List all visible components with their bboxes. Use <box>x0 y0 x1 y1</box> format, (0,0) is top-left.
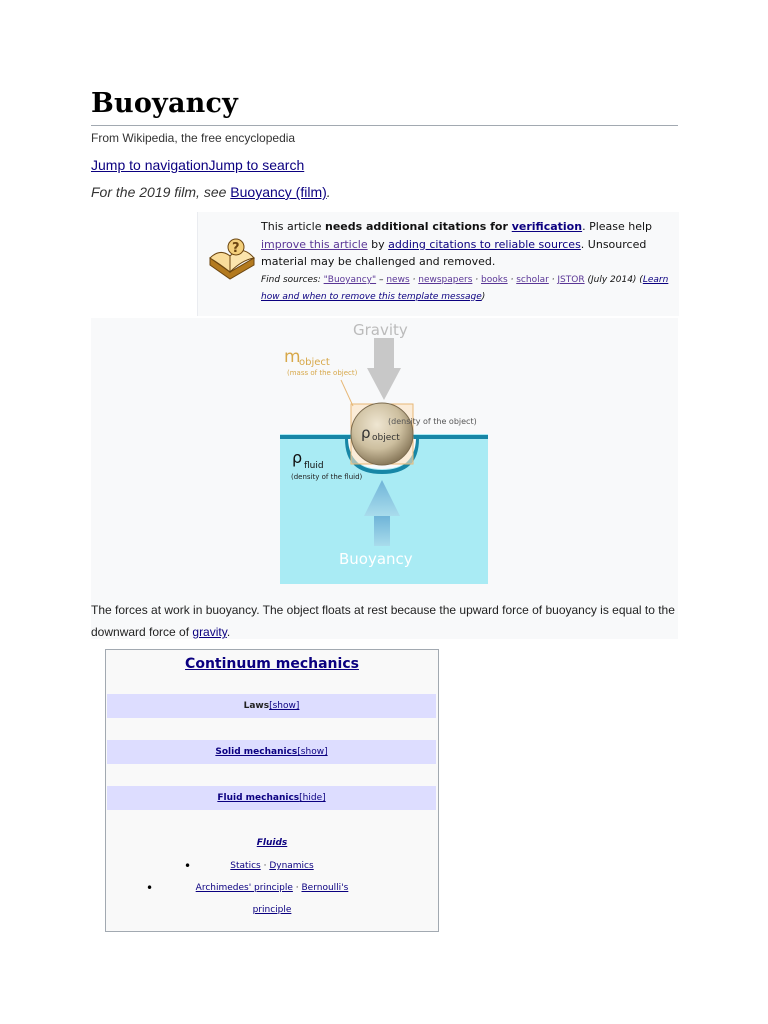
object-rho-subscript: object <box>372 433 400 443</box>
fluids-link[interactable]: Fluids <box>256 838 288 848</box>
gravity-link[interactable]: gravity <box>192 625 227 639</box>
hatnote-suffix: . <box>326 184 331 200</box>
caption-end: . <box>226 625 231 639</box>
statics-link[interactable]: Statics <box>230 861 261 871</box>
list-bullet: • <box>184 859 192 873</box>
book-question-icon <box>206 238 258 282</box>
fluid-hide-toggle[interactable]: [hide] <box>299 793 326 803</box>
source-separator: · <box>507 275 517 285</box>
continuum-mechanics-link[interactable]: Continuum mechanics <box>185 656 359 672</box>
find-sources-dash: – <box>376 275 387 285</box>
jump-to-navigation-link[interactable]: Jump to navigation <box>91 157 209 173</box>
caption-text: The forces at work in buoyancy. The object floats at rest because the upward force of buoyancy is equal to the downward force of <box>91 603 675 639</box>
adding-citations-link[interactable]: adding citations to reliable sources <box>388 237 581 251</box>
archimedes-bernoulli-item <box>106 883 438 893</box>
source-news-link[interactable]: news <box>386 275 410 285</box>
fluid-density-note: (density of the fluid) <box>291 473 363 481</box>
notice-text-3: . Please help <box>582 220 653 233</box>
mass-note: (mass of the object) <box>287 369 358 377</box>
archimedes-principle-link[interactable]: Archimedes' principle <box>195 883 293 893</box>
notice-text-1: This article <box>261 220 325 233</box>
figure-caption <box>91 599 678 643</box>
notice-date: (July 2014) ( <box>584 275 643 285</box>
source-query-link[interactable]: "Buoyancy" <box>323 275 377 285</box>
notice-text-5: . Unsourced material may be challenged and removed. <box>261 237 647 268</box>
item-separator: · <box>292 883 302 893</box>
navbox-laws-header <box>107 694 436 718</box>
navbox-fluid-header <box>107 786 436 810</box>
statics-dynamics-item <box>106 861 438 871</box>
fluid-rho-symbol: ρ <box>292 448 303 467</box>
object-rho-symbol: ρ <box>361 424 371 442</box>
fluids-subheading <box>106 838 438 848</box>
improve-article-link[interactable]: improve this article <box>261 237 368 251</box>
gravity-label: Gravity <box>353 321 408 339</box>
source-scholar-link[interactable]: scholar <box>516 275 549 285</box>
solid-mechanics-link[interactable]: Solid mechanics <box>215 747 298 757</box>
laws-show-toggle[interactable]: [show] <box>269 701 300 711</box>
object-density-note: (density of the object) <box>388 417 477 426</box>
find-sources-line <box>261 272 669 305</box>
notice-close-paren: ) <box>481 291 486 302</box>
fluid-rho-subscript: fluid <box>304 461 324 471</box>
source-separator: · <box>472 275 481 285</box>
buoyancy-arrow-shaft <box>374 516 390 546</box>
source-separator: · <box>409 275 419 285</box>
laws-label: Laws <box>243 701 270 711</box>
svg-text:?: ? <box>232 241 240 256</box>
buoyancy-diagram <box>91 318 678 598</box>
navbox-title <box>106 656 438 672</box>
source-separator: · <box>548 275 558 285</box>
gravity-arrow-shaft <box>374 338 394 368</box>
buoyancy-label: Buoyancy <box>339 550 413 568</box>
item-separator: · <box>260 861 270 871</box>
dynamics-link[interactable]: Dynamics <box>269 861 314 871</box>
title-divider <box>91 125 678 126</box>
learn-remove-template-link[interactable]: Learn how and when to remove this template message <box>261 275 669 302</box>
source-jstor-link[interactable]: JSTOR <box>557 275 585 285</box>
notice-text-2: needs additional citations for <box>324 220 512 233</box>
mass-symbol: m <box>284 347 301 367</box>
mass-pointer-line <box>341 380 353 406</box>
verification-link[interactable]: verification <box>511 220 583 233</box>
mass-subscript: object <box>299 357 330 368</box>
jump-links <box>91 157 304 173</box>
list-bullet: • <box>146 881 154 895</box>
navbox-solid-header <box>107 740 436 764</box>
hatnote-prefix: For the 2019 film, see <box>91 184 231 200</box>
solid-show-toggle[interactable]: [show] <box>297 747 328 757</box>
bernoulli-principle-link-cont[interactable]: principle <box>252 905 292 915</box>
source-books-link[interactable]: books <box>481 275 508 285</box>
gravity-arrow-head <box>367 368 401 400</box>
notice-text-4: by <box>367 237 389 251</box>
jump-to-search-link[interactable]: Jump to search <box>208 157 305 173</box>
hatnote-film-link[interactable]: Buoyancy (film) <box>230 184 327 200</box>
bernoulli-principle-link[interactable]: Bernoulli's <box>301 883 349 893</box>
source-newspapers-link[interactable]: newspapers <box>418 275 473 285</box>
bernoulli-continuation <box>106 905 438 915</box>
page-title: Buoyancy <box>91 88 239 119</box>
buoyancy-figure <box>91 318 678 639</box>
fluid-mechanics-link[interactable]: Fluid mechanics <box>217 793 300 803</box>
hatnote <box>91 184 331 200</box>
find-sources-label: Find sources: <box>261 275 324 285</box>
continuum-mechanics-navbox <box>105 649 439 932</box>
notice-text <box>261 218 669 271</box>
citation-notice-box <box>197 212 679 316</box>
site-tagline: From Wikipedia, the free encyclopedia <box>91 131 296 145</box>
